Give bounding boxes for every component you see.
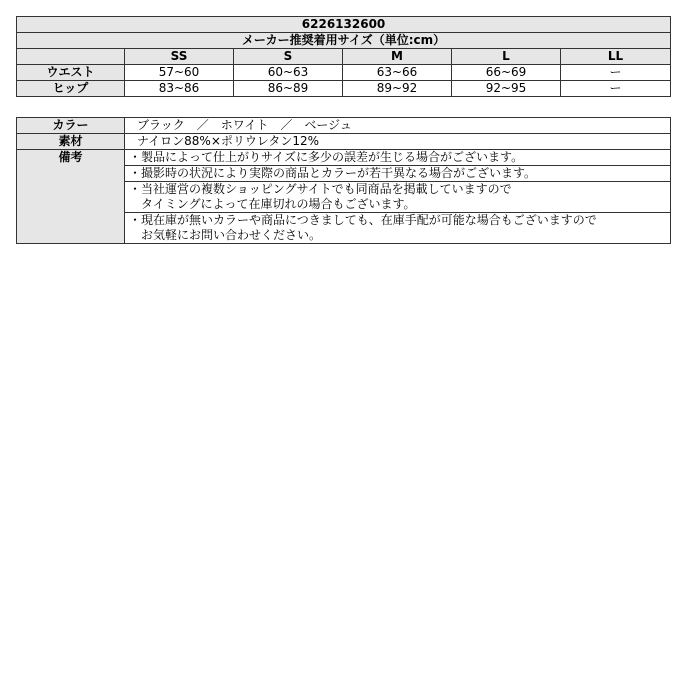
- size-header-ss: SS: [125, 49, 234, 65]
- table-row: [17, 81, 671, 97]
- table-row: [17, 118, 671, 134]
- waist-s: 60~63: [234, 65, 343, 81]
- waist-l: 66~69: [452, 65, 561, 81]
- product-code: 6226132600: [17, 17, 671, 33]
- material-value: ナイロン88%×ポリウレタン12%: [125, 134, 671, 150]
- note-line: ・現在庫が無いカラーや商品につきましても、在庫手配が可能な場合もございますので: [129, 213, 597, 227]
- waist-ss: 57~60: [125, 65, 234, 81]
- hip-ll: ー: [561, 81, 671, 97]
- hip-ss: 83~86: [125, 81, 234, 97]
- table-row: [17, 134, 671, 150]
- note-line: ・当社運営の複数ショッピングサイトでも同商品を掲載していますので: [129, 182, 512, 196]
- note-item: [125, 213, 671, 244]
- color-value: ブラック ／ ホワイト ／ ベージュ: [125, 118, 671, 134]
- note-line: お気軽にお問い合わせください。: [129, 228, 322, 242]
- size-header-s: S: [234, 49, 343, 65]
- hip-l: 92~95: [452, 81, 561, 97]
- color-label: カラー: [17, 118, 125, 134]
- spec-table: [16, 117, 671, 244]
- table-row: [17, 150, 671, 166]
- size-table: [16, 16, 671, 97]
- note-line: ・製品によって仕上がりサイズに多少の誤差が生じる場合がございます。: [129, 150, 524, 164]
- note-line: ・撮影時の状況により実際の商品とカラーが若干異なる場合がございます。: [129, 166, 537, 180]
- hip-s: 86~89: [234, 81, 343, 97]
- note-line: タイミングによって在庫切れの場合もございます。: [129, 197, 416, 211]
- row-label-waist: ウエスト: [17, 65, 125, 81]
- size-header-ll: LL: [561, 49, 671, 65]
- note-item: [125, 166, 671, 182]
- table-row: [17, 65, 671, 81]
- waist-ll: ー: [561, 65, 671, 81]
- notes-label: 備考: [17, 150, 125, 244]
- material-label: 素材: [17, 134, 125, 150]
- size-header-blank: [17, 49, 125, 65]
- note-item: [125, 150, 671, 166]
- hip-m: 89~92: [343, 81, 452, 97]
- waist-m: 63~66: [343, 65, 452, 81]
- note-item: [125, 182, 671, 213]
- size-table-title: メーカー推奨着用サイズ（単位:cm）: [17, 33, 671, 49]
- size-header-l: L: [452, 49, 561, 65]
- row-label-hip: ヒップ: [17, 81, 125, 97]
- size-header-m: M: [343, 49, 452, 65]
